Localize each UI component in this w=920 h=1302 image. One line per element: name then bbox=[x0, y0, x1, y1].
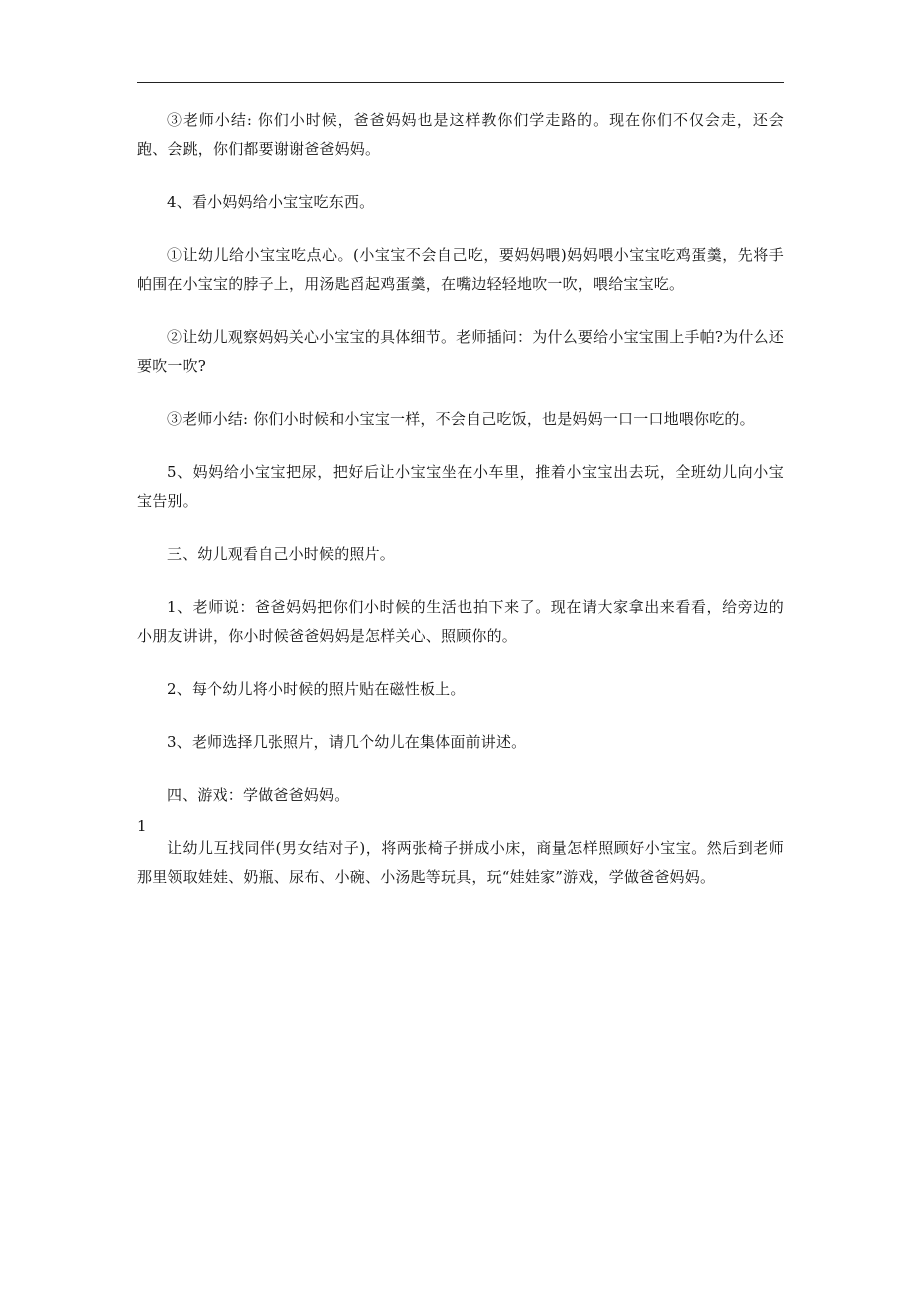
paragraph: 2、每个幼儿将小时候的照片贴在磁性板上。 bbox=[167, 680, 466, 698]
page-number: 1 bbox=[137, 817, 147, 835]
paragraph: 1、老师说：爸爸妈妈把你们小时候的生活也拍下来了。现在请大家拿出来看看，给旁边的小朋友讲讲，你小时候爸爸妈妈是怎样关心、照顾你的。 bbox=[137, 598, 784, 645]
paragraph: ①让幼儿给小宝宝吃点心。(小宝宝不会自己吃，要妈妈喂)妈妈喂小宝宝吃鸡蛋羹，先将手帕围在小宝宝的脖子上，用汤匙舀起鸡蛋羹，在嘴边轻轻地吹一吹，喂给宝宝吃。 bbox=[137, 246, 784, 293]
paragraph: ③老师小结: 你们小时候，爸爸妈妈也是这样教你们学走路的。现在你们不仅会走，还会跑、会跳，你们都要谢谢爸爸妈妈。 bbox=[137, 111, 784, 158]
paragraph: 四、游戏：学做爸爸妈妈。 bbox=[167, 786, 350, 804]
paragraph: 4、看小妈妈给小宝宝吃东西。 bbox=[167, 193, 375, 211]
paragraph: ②让幼儿观察妈妈关心小宝宝的具体细节。老师插问：为什么要给小宝宝围上手帕?为什么还要吹一吹? bbox=[137, 328, 784, 375]
paragraph: 3、老师选择几张照片，请几个幼儿在集体面前讲述。 bbox=[167, 733, 527, 751]
paragraph: ③老师小结: 你们小时候和小宝宝一样，不会自己吃饭，也是妈妈一口一口地喂你吃的。 bbox=[167, 410, 755, 428]
paragraph: 三、幼儿观看自己小时候的照片。 bbox=[167, 545, 396, 563]
paragraph: 5、妈妈给小宝宝把尿，把好后让小宝宝坐在小车里，推着小宝宝出去玩，全班幼儿向小宝宝告别。 bbox=[137, 463, 784, 510]
paragraph: 让幼儿互找同伴(男女结对子)，将两张椅子拼成小床，商量怎样照顾好小宝宝。然后到老师那里领取娃娃、奶瓶、尿布、小碗、小汤匙等玩具，玩“娃娃家”游戏，学做爸爸妈妈。 bbox=[137, 839, 784, 886]
header-rule bbox=[137, 82, 784, 83]
document-body bbox=[137, 106, 784, 916]
